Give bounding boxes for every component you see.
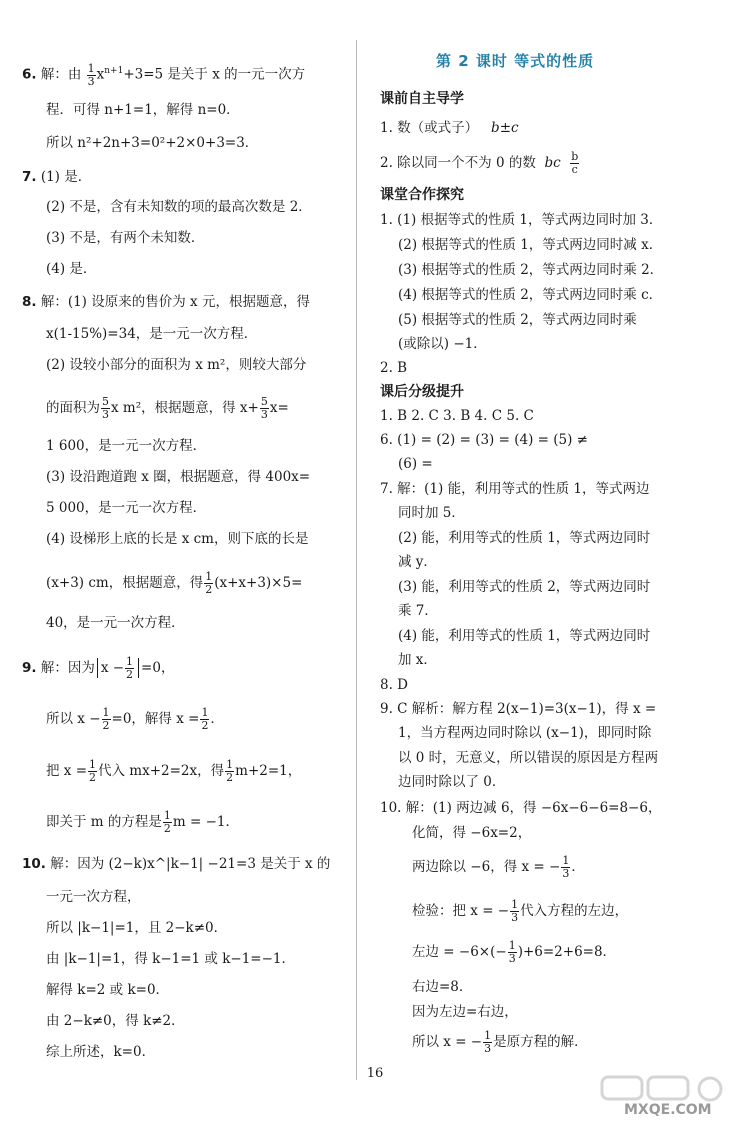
q9-line-1: 9. 解：因为 x − $\frac{1}{2}$ =0，: [22, 655, 175, 681]
q9-line-3: 把 x = $\frac{1}{2}$ 代入 mx+2=2x，得 $\frac{1}{2}$ m+2=1，: [46, 758, 302, 784]
class-line-3: (3) 根据等式的性质 2，等式两边同时乘 2．: [398, 262, 664, 278]
after-line-7: 减 y．: [398, 554, 437, 570]
q8-line-3: (2) 设较小部分的面积为 x m²，则较大部分: [46, 357, 307, 373]
class-line-1: 1. (1) 根据等式的性质 1，等式两边同时加 3．: [380, 212, 663, 228]
q10-line-3: 所以 |k−1|=1，且 2−k≠0．: [46, 920, 228, 936]
preview-item-1: 1. 数（或式子） b±c: [380, 120, 519, 136]
after-line-17: 10. 解：(1) 两边减 6，得 −6x−6−6=8−6，: [380, 800, 662, 816]
column-divider: [356, 40, 357, 1080]
after-line-2: 6. (1) = (2) = (3) = (4) = (5) ≠: [380, 432, 588, 448]
after-line-8: (3) 能，利用等式的性质 2，等式两边同时: [398, 579, 651, 595]
q8-line-4: 的面积为 $\frac{5}{3}$ x m²，根据题意，得 x+ $\frac{5}{3}$ x=: [46, 395, 289, 421]
q8-line-8: (4) 设梯形上底的长是 x cm，则下底的长是: [46, 531, 309, 547]
after-line-11: 加 x．: [398, 652, 437, 668]
preview-item-2: 2. 除以同一个不为 0 的数 bc $\frac{b}{c}$: [380, 150, 579, 176]
q7-line-2: (2) 不是，含有未知数的项的最高次数是 2．: [46, 199, 312, 215]
after-line-14: 1，当方程两边同时除以 (x−1)，即同时除: [398, 725, 652, 741]
after-line-16: 边同时除以了 0．: [398, 774, 506, 790]
after-line-10: (4) 能，利用等式的性质 1，等式两边同时: [398, 628, 651, 644]
q7-line-1: 7. (1) 是．: [22, 169, 92, 185]
q8-line-9: (x+3) cm，根据题意，得 $\frac{1}{2}$ (x+x+3)×5=: [46, 570, 303, 596]
class-line-2: (2) 根据等式的性质 1，等式两边同时减 x．: [398, 237, 663, 253]
class-line-5: (5) 根据等式的性质 2，等式两边同时乘: [398, 312, 637, 328]
q10-line-2: 一元一次方程，: [46, 889, 141, 905]
class-line-4: (4) 根据等式的性质 2，等式两边同时乘 c．: [398, 287, 663, 303]
subheading-after: 课后分级提升: [380, 384, 464, 400]
q8-line-2: x(1-15%)=34，是一元一次方程．: [46, 326, 258, 342]
q6-line-1: 6. 解：由 $\frac{1}{3}$ $x^{n+1}+3=5$ 是关于 x 的一元一次方: [22, 61, 306, 88]
after-line-3: (6) =: [398, 456, 433, 472]
section-title: 第 2 课时 等式的性质: [436, 52, 595, 70]
q7-line-3: (3) 不是，有两个未知数．: [46, 230, 205, 246]
q10-line-5: 解得 k=2 或 k=0．: [46, 982, 170, 998]
after-line-5: 同时加 5．: [398, 505, 465, 521]
q7-line-4: (4) 是．: [46, 261, 97, 277]
after-line-20: 检验：把 x = − $\frac{1}{3}$ 代入方程的左边，: [412, 898, 629, 924]
subheading-class: 课堂合作探究: [380, 187, 464, 203]
after-line-13: 9. C 解析：解方程 2(x−1)=3(x−1)，得 x =: [380, 701, 657, 717]
after-line-4: 7. 解：(1) 能，利用等式的性质 1，等式两边: [380, 481, 650, 497]
q9-line-2: 所以 x − $\frac{1}{2}$ =0，解得 x = $\frac{1}{2}$ ．: [46, 706, 224, 732]
q8-line-7: 5 000，是一元一次方程．: [46, 500, 207, 516]
q10-line-7: 综上所述，k=0．: [46, 1044, 156, 1060]
q9-line-4: 即关于 m 的方程是 $\frac{1}{2}$ m = −1．: [46, 809, 239, 835]
after-line-12: 8. D: [380, 677, 408, 693]
q8-line-1: 8. 解：(1) 设原来的售价为 x 元，根据题意，得: [22, 294, 310, 310]
after-line-19: 两边除以 −6，得 x = − $\frac{1}{3}$ ．: [412, 854, 585, 880]
after-line-21: 左边 = −6×(− $\frac{1}{3}$ )+6=2+6=8．: [412, 939, 617, 965]
after-line-24: 所以 x = − $\frac{1}{3}$ 是原方程的解．: [412, 1029, 588, 1055]
class-line-7: 2. B: [380, 360, 408, 376]
class-line-6: (或除以) −1．: [398, 336, 487, 352]
after-line-6: (2) 能，利用等式的性质 1，等式两边同时: [398, 530, 651, 546]
q10-line-1: 10. 解：因为 (2−k)x^|k−1| −21=3 是关于 x 的: [22, 856, 331, 872]
after-line-1: 1. B 2. C 3. B 4. C 5. C: [380, 408, 534, 424]
after-line-18: 化简，得 −6x=2，: [412, 825, 532, 841]
q6-line-2: 程．可得 n+1=1，解得 n=0．: [46, 102, 240, 118]
after-line-22: 右边=8．: [412, 979, 473, 995]
q6-line-3: 所以 n²+2n+3=0²+2×0+3=3．: [46, 135, 259, 151]
after-line-15: 以 0 时，无意义，所以错误的原因是方程两: [398, 750, 659, 766]
page-number: 16: [366, 1066, 384, 1081]
after-line-23: 因为左边=右边，: [412, 1004, 518, 1020]
watermark-text: MXQE.COM: [624, 1102, 712, 1118]
q8-line-5: 1 600，是一元一次方程．: [46, 438, 207, 454]
after-line-9: 乘 7．: [398, 603, 438, 619]
q10-line-6: 由 2−k≠0，得 k≠2．: [46, 1013, 185, 1029]
q10-line-4: 由 |k−1|=1，得 k−1=1 或 k−1=−1．: [46, 951, 296, 967]
fraction: $\frac{1}{3}$: [87, 61, 95, 88]
q8-line-10: 40，是一元一次方程．: [46, 615, 185, 631]
q8-line-6: (3) 设沿跑道跑 x 圈，根据题意，得 400x=: [46, 469, 311, 485]
subheading-preview: 课前自主导学: [380, 91, 464, 107]
